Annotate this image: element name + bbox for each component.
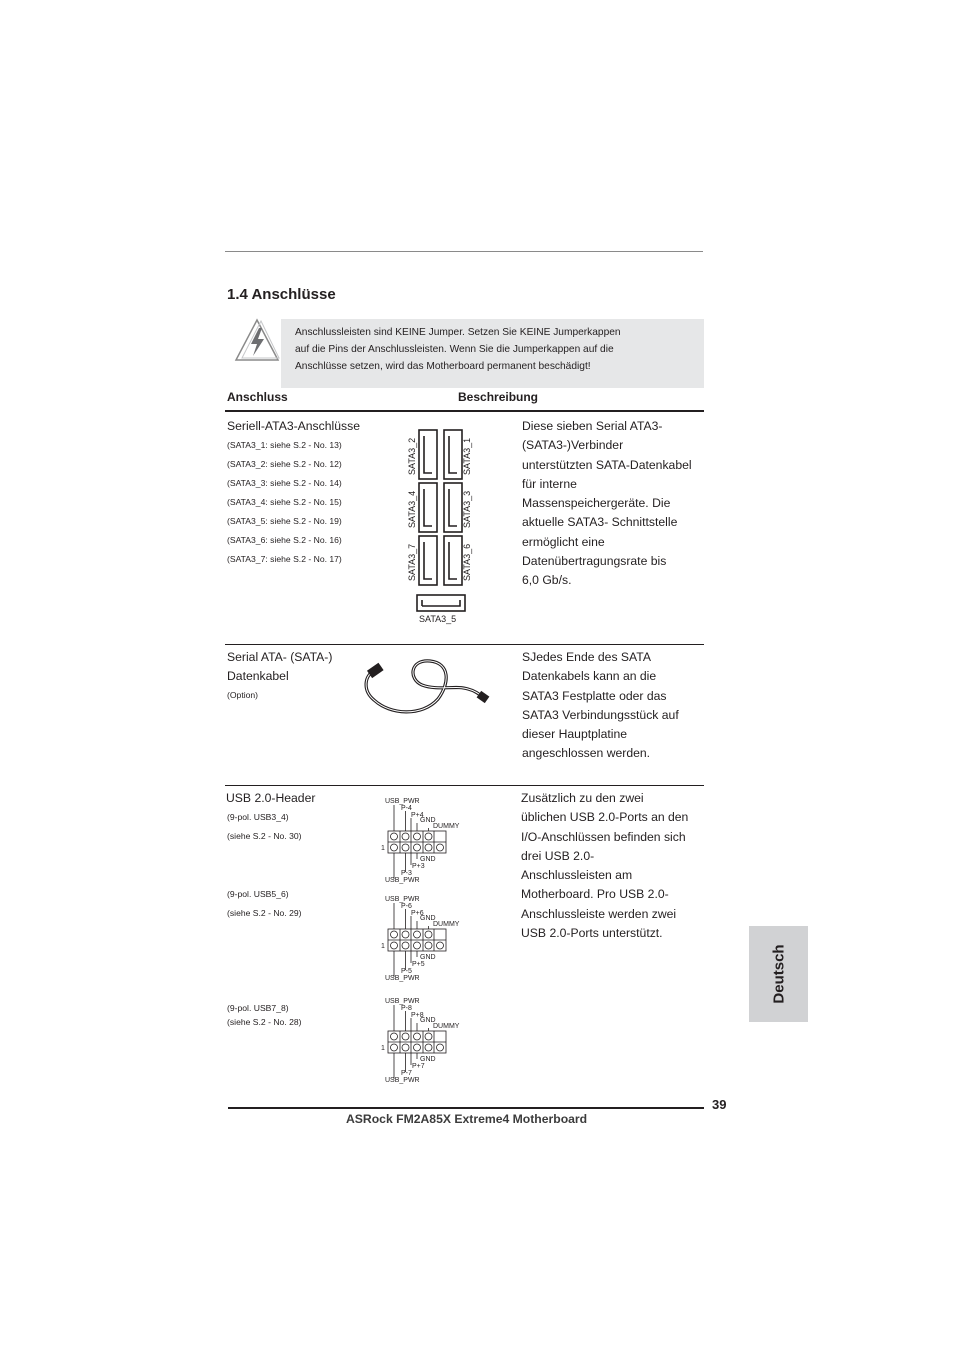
- sata-cable-image: [360, 655, 490, 720]
- pin-label-gnd: GND: [420, 915, 436, 922]
- cable-desc-line: SJedes Ende des SATA: [522, 650, 651, 664]
- sata-port-2-connector: [419, 430, 437, 479]
- sata-label-1: SATA3_1: [462, 437, 472, 475]
- sata-desc-line: unterstützten SATA-Datenkabel: [522, 457, 692, 472]
- cable-desc-line: SATA3 Festplatte oder das: [522, 688, 667, 703]
- section-title: 1.4 Anschlüsse: [227, 286, 336, 303]
- usb-pin-diagram-2: [378, 893, 478, 985]
- pin-label-p-minus: P-5: [401, 968, 412, 975]
- pin-label-p-minus: P-7: [401, 1070, 412, 1077]
- usb-description: [521, 789, 688, 943]
- usb-desc-line: Anschlussleiste werden zwei: [521, 906, 677, 921]
- sata-ref: (SATA3_3: siehe S.2 - No. 14): [227, 478, 342, 488]
- sata-desc-line: Massenspeichergeräte. Die: [522, 496, 671, 511]
- pin-label-usb-pwr: USB_PWR: [385, 877, 420, 884]
- usb-desc-line: Motherboard. Pro USB 2.0-: [521, 887, 669, 902]
- cable-description: [522, 648, 679, 764]
- usb-desc-line: drei USB 2.0-: [521, 848, 595, 863]
- cable-name-line-1: Serial ATA- (SATA-): [227, 650, 333, 664]
- pin-label-p-plus: P+3: [412, 863, 425, 870]
- usb-header-2-page-ref: (siehe S.2 - No. 29): [227, 908, 302, 918]
- pin-label-p-minus: P-8: [401, 1005, 412, 1012]
- sata-port-7-connector: [419, 536, 437, 585]
- footer-rule: [228, 1107, 704, 1109]
- sata-label-2: SATA3_2: [407, 437, 417, 475]
- column-header-description: Beschreibung: [458, 390, 539, 404]
- cable-desc-line: Datenkabels kann an die: [522, 669, 657, 684]
- sata-ref: (SATA3_7: siehe S.2 - No. 17): [227, 554, 342, 564]
- sata-ports-diagram: [400, 425, 480, 630]
- warning-line-2: auf die Pins der Anschlussleisten. Wenn Sie die Jumperkappen auf die: [295, 344, 614, 355]
- pin-label-usb-pwr: USB_PWR: [385, 998, 420, 1005]
- pin-label-p-plus: P+5: [412, 961, 425, 968]
- row-divider: [225, 644, 704, 645]
- pin-label-gnd: GND: [420, 1056, 436, 1063]
- usb-desc-line: Zusätzlich zu den zwei: [521, 791, 644, 805]
- sata-ref: (SATA3_6: siehe S.2 - No. 16): [227, 535, 342, 545]
- pin-one-marker: 1: [381, 943, 385, 950]
- pin-label-p-plus: P+7: [412, 1063, 425, 1070]
- footer-product-name: ASRock FM2A85X Extreme4 Motherboard: [346, 1112, 588, 1126]
- sata-ref: (SATA3_2: siehe S.2 - No. 12): [227, 459, 342, 469]
- usb-desc-line: Anschlussleisten am: [521, 868, 633, 883]
- pin-label-p-plus: P+4: [411, 812, 424, 819]
- sata-ref: (SATA3_1: siehe S.2 - No. 13): [227, 440, 342, 450]
- sata-label-4: SATA3_4: [407, 490, 417, 528]
- column-header-connector: Anschluss: [227, 390, 288, 404]
- pin-label-usb-pwr: USB_PWR: [385, 975, 420, 982]
- cable-name-line-2: Datenkabel: [227, 669, 289, 683]
- sata-port-5-connector: [417, 595, 465, 611]
- usb-header-2-ref: (9-pol. USB5_6): [227, 889, 289, 899]
- sata-label-6: SATA3_6: [462, 543, 472, 581]
- cable-desc-line: dieser Hauptplatine: [522, 727, 628, 742]
- sata-desc-line: 6,0 Gb/s.: [522, 573, 572, 588]
- sata-description: [522, 417, 692, 591]
- pin-one-marker: 1: [381, 1045, 385, 1052]
- pin-label-usb-pwr: USB_PWR: [385, 798, 420, 805]
- pin-label-p-minus: P-6: [401, 903, 412, 910]
- pin-label-usb-pwr: USB_PWR: [385, 896, 420, 903]
- pin-label-gnd: GND: [420, 817, 436, 824]
- usb-pin-diagram-1: [378, 795, 478, 887]
- warning-lightning-icon: [234, 318, 280, 367]
- pin-label-p-minus: P-4: [401, 805, 412, 812]
- sata-port-4-connector: [419, 483, 437, 532]
- sata-desc-line: aktuelle SATA3- Schnittstelle: [522, 515, 678, 530]
- header-rule: [225, 410, 704, 412]
- row-divider: [225, 785, 704, 786]
- usb-header-3-page-ref: (siehe S.2 - No. 28): [227, 1017, 302, 1027]
- sata-desc-line: Diese sieben Serial ATA3-: [522, 419, 663, 433]
- warning-text: [295, 324, 695, 375]
- pin-label-gnd: GND: [420, 1017, 436, 1024]
- warning-line-3: Anschlüsse setzen, wird das Motherboard permanent beschädigt!: [295, 361, 591, 372]
- sata-port-3-connector: [444, 483, 462, 532]
- usb-desc-line: I/O-Anschlüssen befinden sich: [521, 829, 686, 844]
- sata-connector-name: Seriell-ATA3-Anschlüsse: [227, 419, 360, 433]
- sata-ref: (SATA3_4: siehe S.2 - No. 15): [227, 497, 342, 507]
- usb-desc-line: üblichen USB 2.0-Ports an den: [521, 810, 689, 825]
- pin-label-p-minus: P-3: [401, 870, 412, 877]
- sata-reference-list: [227, 436, 342, 569]
- pin-label-usb-pwr: USB_PWR: [385, 1077, 420, 1084]
- sata-desc-line: (SATA3-)Verbinder: [522, 438, 624, 453]
- pin-label-p-plus: P+8: [411, 1012, 424, 1019]
- pin-label-gnd: GND: [420, 954, 436, 961]
- pin-one-marker: 1: [381, 845, 385, 852]
- top-rule: [225, 251, 703, 252]
- sata-label-3: SATA3_3: [462, 490, 472, 528]
- language-side-tab: [749, 926, 808, 1022]
- sata-desc-line: Datenübertragungsrate bis: [522, 554, 667, 569]
- pin-label-dummy: DUMMY: [433, 1023, 460, 1030]
- usb-header-1-ref: (9-pol. USB3_4): [227, 812, 289, 822]
- sata-desc-line: für interne: [522, 476, 577, 491]
- usb-desc-line: USB 2.0-Ports unterstützt.: [521, 926, 663, 941]
- cable-desc-line: angeschlossen werden.: [522, 746, 651, 761]
- sata-port-6-connector: [444, 536, 462, 585]
- usb-header-name: USB 2.0-Header: [226, 791, 316, 805]
- sata-ref: (SATA3_5: siehe S.2 - No. 19): [227, 516, 342, 526]
- page-number: 39: [712, 1097, 727, 1112]
- sata-port-1-connector: [444, 430, 462, 479]
- sata-label-5: SATA3_5: [419, 614, 457, 624]
- language-tab-label: Deutsch: [770, 944, 787, 1004]
- warning-line-1: Anschlussleisten sind KEINE Jumper. Setzen Sie KEINE Jumperkappen: [295, 327, 621, 338]
- sata-desc-line: ermöglicht eine: [522, 534, 605, 549]
- pin-label-dummy: DUMMY: [433, 921, 460, 928]
- usb-header-1-page-ref: (siehe S.2 - No. 30): [227, 831, 302, 841]
- usb-pin-diagram-3: [378, 995, 478, 1087]
- pin-label-p-plus: P+6: [411, 910, 424, 917]
- cable-option-note: (Option): [227, 690, 259, 700]
- sata-label-7: SATA3_7: [407, 543, 417, 581]
- usb-header-3-ref: (9-pol. USB7_8): [227, 1003, 289, 1013]
- pin-label-dummy: DUMMY: [433, 823, 460, 830]
- pin-label-gnd: GND: [420, 856, 436, 863]
- cable-desc-line: SATA3 Verbindungsstück auf: [522, 707, 679, 722]
